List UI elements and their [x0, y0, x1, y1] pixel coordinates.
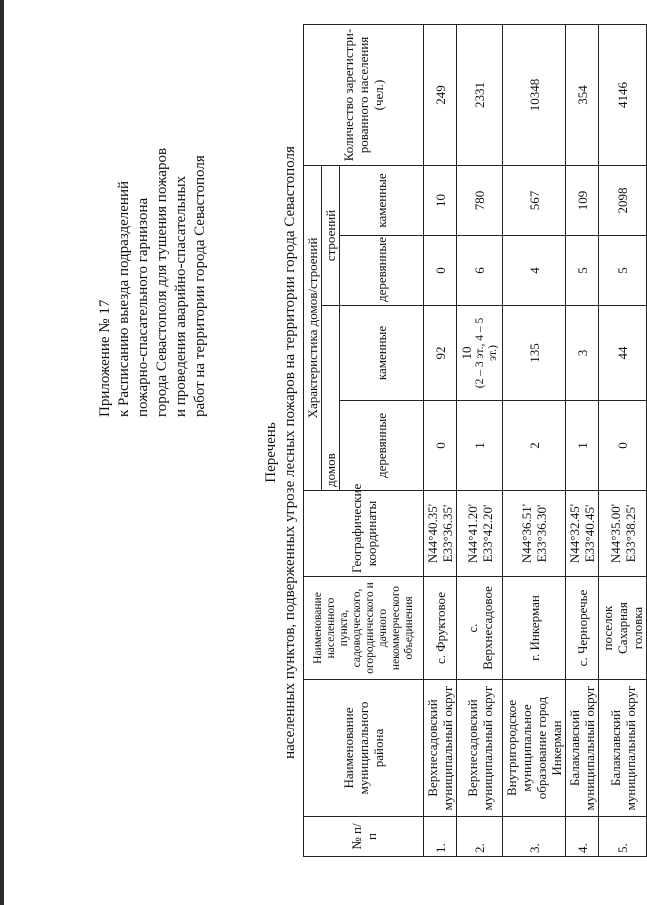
cell-lat: N44°40.35'	[425, 503, 440, 564]
cell-district: Верхнесадовский муниципальный округ	[457, 680, 503, 817]
header-buildings-stone: каменные	[340, 165, 424, 235]
appendix-block	[96, 57, 210, 417]
cell-houses-wood: 0	[424, 401, 457, 491]
cell-coords	[503, 491, 566, 577]
header-buildings-wooden: деревянные	[340, 236, 424, 306]
cell-num: 5.	[599, 817, 647, 857]
appendix-line: пожарно-спасательного гарнизона	[135, 197, 151, 417]
cell-population: 4146	[599, 24, 647, 165]
cell-district: Верхнесадовский муниципальный округ	[424, 680, 457, 817]
cell-houses-wood: 2	[503, 401, 566, 491]
cell-houses-wood: 0	[599, 401, 647, 491]
cell-houses-stone-value: 10	[459, 346, 474, 360]
cell-houses-stone-value: 135	[526, 343, 542, 363]
cell-houses-stone-value: 3	[574, 349, 590, 357]
appendix-line: Приложение № 17	[97, 299, 113, 417]
cell-num: 1.	[424, 817, 457, 857]
cell-settlement: с. Черноречье	[566, 577, 599, 680]
cell-lon: E33°40.45'	[582, 504, 597, 563]
table-row	[599, 24, 647, 856]
header-buildings: строений	[322, 165, 340, 305]
cell-bld-stone: 109	[566, 165, 599, 235]
cell-lat: N44°41.20'	[464, 503, 480, 564]
cell-bld-stone: 10	[424, 165, 457, 235]
header-population: Количество зарегистри-рованного населения (чел.)	[304, 24, 424, 165]
cell-bld-wood: 5	[599, 236, 647, 306]
cell-settlement: с. Фруктовое	[424, 577, 457, 680]
appendix-line: и проведения аварийно-спасательных	[173, 175, 189, 417]
cell-houses-stone	[503, 306, 566, 401]
table-row	[503, 24, 566, 856]
heading-title: Перечень	[263, 422, 279, 483]
table-row	[566, 24, 599, 856]
cell-lon: E33°38.25'	[622, 504, 638, 563]
header-coords: Географические координаты	[304, 491, 424, 577]
cell-bld-wood: 0	[424, 236, 457, 306]
header-houses-stone: каменные	[340, 306, 424, 401]
cell-settlement: г. Инкерман	[503, 577, 566, 680]
cell-bld-wood: 4	[503, 236, 566, 306]
cell-bld-stone: 2098	[599, 165, 647, 235]
cell-houses-stone	[566, 306, 599, 401]
table-row	[424, 24, 457, 856]
header-district: Наименование муниципального района	[304, 680, 424, 817]
cell-lat: N44°35.00'	[607, 503, 623, 564]
cell-lat: N44°32.45'	[567, 503, 582, 564]
cell-houses-stone-note: (2 – 3 эт., 4 – 5 эт.)	[474, 317, 499, 389]
cell-population: 249	[424, 24, 457, 165]
cell-houses-stone-value: 44	[615, 346, 630, 360]
cell-lon: E33°36.35'	[440, 504, 455, 563]
cell-houses-wood: 1	[457, 401, 503, 491]
document-heading	[262, 0, 300, 905]
cell-houses-stone	[599, 306, 647, 401]
cell-population: 2331	[457, 24, 503, 165]
cell-coords	[457, 491, 503, 577]
cell-houses-stone	[424, 306, 457, 401]
cell-population: 10348	[503, 24, 566, 165]
heading-subtitle: населенных пунктов, подверженных угрозе лесных пожаров на территории города Севастополя	[282, 146, 298, 759]
cell-houses-stone-value: 92	[432, 346, 448, 360]
cell-houses-wood: 1	[566, 401, 599, 491]
cell-lon: E33°36.30'	[534, 504, 549, 563]
cell-bld-wood: 6	[457, 236, 503, 306]
cell-bld-stone: 780	[457, 165, 503, 235]
cell-district: Балаклавский муниципальный округ	[566, 680, 599, 817]
appendix-line: работ на территории города Севастополя	[192, 155, 208, 417]
cell-num: 3.	[503, 817, 566, 857]
cell-bld-stone: 567	[503, 165, 566, 235]
cell-settlement: с. Верхнесадовое	[457, 577, 503, 680]
cell-lon: E33°42.20'	[479, 504, 495, 563]
cell-district: Балаклавский муниципальный округ	[599, 680, 647, 817]
cell-num: 2.	[457, 817, 503, 857]
cell-coords	[424, 491, 457, 577]
cell-population: 354	[566, 24, 599, 165]
header-houses-wooden: деревянные	[340, 401, 424, 491]
appendix-line: города Севастополя для тушения пожаров	[154, 147, 170, 417]
header-characteristics: Характеристика домов/строений	[304, 165, 322, 490]
header-num: № п/п	[304, 817, 424, 857]
header-settlement: Наименование населенного пункта, садоводческого, огороднического и дачного некоммерческого объединения	[304, 577, 424, 680]
cell-houses-stone	[457, 306, 503, 401]
cell-settlement: поселок Сахарная головка	[599, 577, 647, 680]
cell-coords	[599, 491, 647, 577]
cell-bld-wood: 5	[566, 236, 599, 306]
settlements-table	[303, 24, 647, 857]
cell-district: Внутригородское муниципальное образование город Инкерман	[503, 680, 566, 817]
cell-coords	[566, 491, 599, 577]
header-houses: домов	[322, 306, 340, 491]
cell-lat: N44°36.51'	[519, 503, 534, 564]
scan-edge-line	[0, 0, 4, 905]
table-row	[457, 24, 503, 856]
cell-num: 4.	[566, 817, 599, 857]
appendix-line: к Расписанию выезда подразделений	[116, 180, 132, 417]
